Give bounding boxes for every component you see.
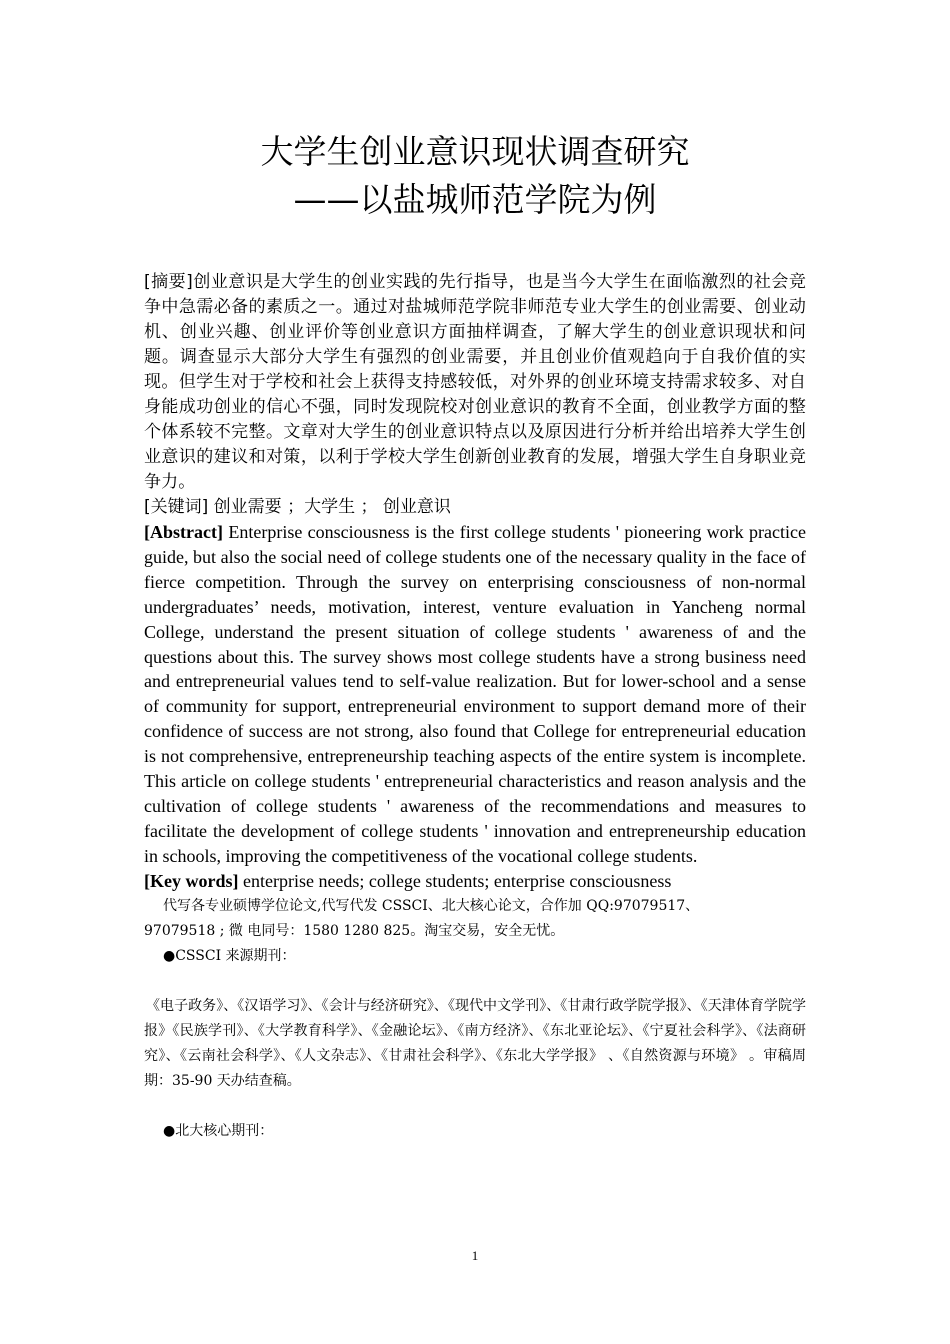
paper-title [0,128,950,224]
abstract-en [144,520,806,869]
spacer [144,969,806,994]
title-subtitle: ——以盐城师范学院为例 [293,180,657,219]
pku-heading: ●北大核心期刊： [163,1122,274,1139]
cssci-heading: ●CSSCI 来源期刊： [163,947,296,964]
abstract-en-text: Enterprise consciousness is the first college students ' pioneering work practice guide, but also the social need of college students one of the necessary quality in the face of fierce competition. Through the survey on enterprising consciousness of non-normal undergraduates’ needs, motivation, interest, venture evaluation in Yancheng normal College, understand the present situation of college students ' awareness of and the questions about this. The survey shows most college students have a strong business need and entrepreneurial values tend to self-value realization. But for lower-school and a sense of community for support, entrepreneurial environment to support demand more of their confidence of success are not strong, also found that College for entrepreneurial education is not comprehensive, entrepreneurship teaching aspects of the entire system is incomplete. This article on college students ' entrepreneurial characteristics and reason analysis and the cultivation of college students ' awareness of the recommendations and measures to facilitate the development of college students ' innovation and entrepreneurship education in schools, improving the competitiveness of the vocational college students. [144,522,806,866]
title-main: 大学生创业意识现状调查研究 [260,132,690,171]
keywords-en [144,869,806,894]
keywords-en-text: enterprise needs; college students; enterprise consciousness [238,870,672,891]
paper-body [144,270,806,1144]
abstract-zh [144,270,806,495]
abstract-zh-label: [摘要] [144,272,193,292]
keywords-zh-text: 创业需要 ；大学生 ； 创业意识 [208,497,451,517]
page-number: 1 [471,1248,479,1263]
keywords-en-label: [Key words] [144,870,239,891]
keywords-zh [144,495,806,520]
cssci-journal-list: 《电子政务》、《汉语学习》、《会计与经济研究》、《现代中文学刊》、《甘肃行政学院学报》、《天津体育学院学报》《民族学刊》、《大学教育科学》、《金融论坛》、《南方经济》、《东北亚论坛》、《宁夏社会科学》、《法商研究》、《云南社会科学》、《人文杂志》、《甘肃社会科学》、《东北大学学报》 、《自然资源与环境》 。审稿周期：35-90 天办结查稿。 [144,997,806,1089]
spacer [144,1094,806,1119]
ad-line-2: 97079518 ; 微 电同号：1580 1280 825。淘宝交易，安全无忧。 [144,922,565,939]
ad-line-1: 代写各专业硕博学位论文,代写代发 CSSCI、北大核心论文，合作加 QQ:97079517、 [163,897,700,914]
abstract-en-label: [Abstract] [144,522,223,542]
keywords-zh-label: [关键词] [144,497,209,517]
abstract-zh-text: 创业意识是大学生的创业实践的先行指导，也是当今大学生在面临激烈的社会竞争中急需必备的素质之一。通过对盐城师范学院非师范专业大学生的创业需要、创业动机、创业兴趣、创业评价等创业意识方面抽样调查，了解大学生的创业意识现状和问题。调查显示大部分大学生有强烈的创业需要，并且创业价值观趋向于自我价值的实现。但学生对于学校和社会上获得支持感较低，对外界的创业环境支持需求较多、对自身能成功创业的信心不强，同时发现院校对创业意识的教育不全面，创业教学方面的整个体系较不完整。文章对大学生的创业意识特点以及原因进行分析并给出培养大学生创业意识的建议和对策，以利于学校大学生创新创业教育的发展，增强大学生自身职业竞争力。 [144,272,806,492]
